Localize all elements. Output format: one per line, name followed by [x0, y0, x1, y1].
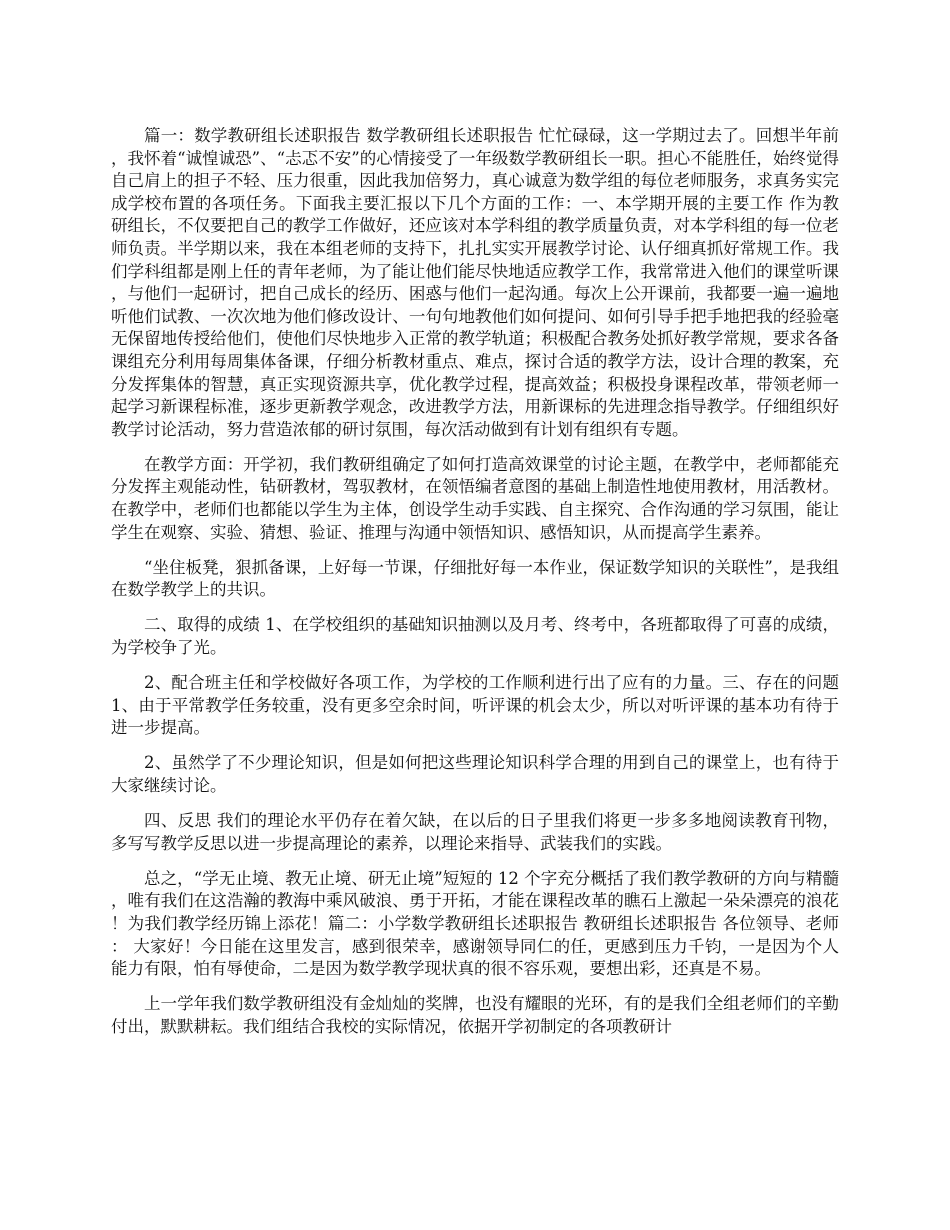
paragraph-teaching-aspect: 在教学方面：开学初，我们教研组确定了如何打造高效课堂的讨论主题，在教学中，老师都能充分发挥主观能动性，钻研教材，驾驭教材，在领悟编者意图的基础上制造性地使用教材，用活教材。在教学中，老师们也都能以学生为主体，创设学生动手实践、自主探究、合作沟通的学习氛围，能让学生在观察、实验、猜想、验证、推理与沟通中领悟知识、感悟知识，从而提高学生素养。: [111, 454, 839, 542]
document-body: [111, 125, 839, 1051]
paragraph-last-year: 上一学年我们数学教研组没有金灿灿的奖牌，也没有耀眼的光环，有的是我们全组老师们的辛勤付出，默默耕耘。我们组结合我校的实际情况，依据开学初制定的各项教研计: [111, 994, 839, 1036]
paragraph-consensus: “坐住板凳，狠抓备课，上好每一节课，仔细批好每一本作业，保证数学知识的关联性”，是我组在数学教学上的共识。: [111, 557, 839, 600]
paragraph-achievements: 二、取得的成绩 1、在学校组织的基础知识抽测以及月考、终考中，各班都取得了可喜的成绩，为学校争了光。: [111, 615, 839, 657]
paragraph-summary: 总之，“学无止境、教无止境、研无止境”短短的 12 个字充分概括了我们教学教研的方向与精髓，唯有我们在这浩瀚的教海中乘风破浪、勇于开拓，才能在课程改革的瞧石上激起一朵朵漂亮的浪花！为我们教学经历锦上添花！篇二：小学数学教研组长述职报告 教研组长述职报告 各位领导、老师： 大家好！今日能在这里发言，感到很荣幸，感谢领导同仁的任，更感到压力千钧，一是因为个人能力有限，怕有辱使命，二是因为数学教学现状真的很不容乐观，要想出彩，还真是不易。: [111, 868, 839, 979]
paragraph-report-intro: 篇一：数学教研组长述职报告 数学教研组长述职报告 忙忙碌碌，这一学期过去了。回想半年前，我怀着“诚惶诚恐”、“忐忑不安”的心情接受了一年级数学教研组长一职。担心不能胜任，始终觉得自己肩上的担子不轻、压力很重，因此我加倍努力，真心诚意为数学组的每位老师服务，求真务实完成学校布置的各项任务。下面我主要汇报以下几个方面的工作：一、本学期开展的主要工作 作为教研组长，不仅要把自己的教学工作做好，还应该对本学科组的教学质量负责，对本学科组的每一位老师负责。半学期以来，我在本组老师的支持下，扎扎实实开展教学讨论、认仔细真抓好常规工作。我们学科组都是刚上任的青年老师，为了能让他们能尽快地适应教学工作，我常常进入他们的课堂听课，与他们一起研讨，把自己成长的经历、困惑与他们一起沟通。每次上公开课前，我都要一遍一遍地听他们试教、一次次地为他们修改设计、一句句地教他们如何提问、如何引导手把手地把我的经验毫无保留地传授给他们，使他们尽快地步入正常的教学轨道；积极配合教务处抓好教学常规，要求各备课组充分利用每周集体备课，仔细分析教材重点、难点，探讨合适的教学方法，设计合理的教案，充分发挥集体的智慧，真正实现资源共享，优化教学过程，提高效益；积极投身课程改革，带领老师一起学习新课程标准，逐步更新教学观念，改进教学方法，用新课标的先进理念指导教学。仔细组织好教学讨论活动，努力营造浓郁的研讨氛围，每次活动做到有计划有组织有专题。: [111, 126, 839, 439]
paragraph-reflection: 四、反思 我们的理论水平仍存在着欠缺，在以后的日子里我们将更一步多多地阅读教育刊物，多写写教学反思以进一步提高理论的素养，以理论来指导、武装我们的实践。: [111, 811, 839, 853]
paragraph-theory: 2、虽然学了不少理论知识，但是如何把这些理论知识科学合理的用到自己的课堂上，也有待于大家继续讨论。: [111, 753, 839, 795]
paragraph-problems: 2、配合班主任和学校做好各项工作，为学校的工作顺利进行出了应有的力量。三、存在的问题 1、由于平常教学任务较重，没有更多空余时间，听评课的机会太少，所以对听评课的基本功有待于进一步提高。: [111, 673, 839, 738]
